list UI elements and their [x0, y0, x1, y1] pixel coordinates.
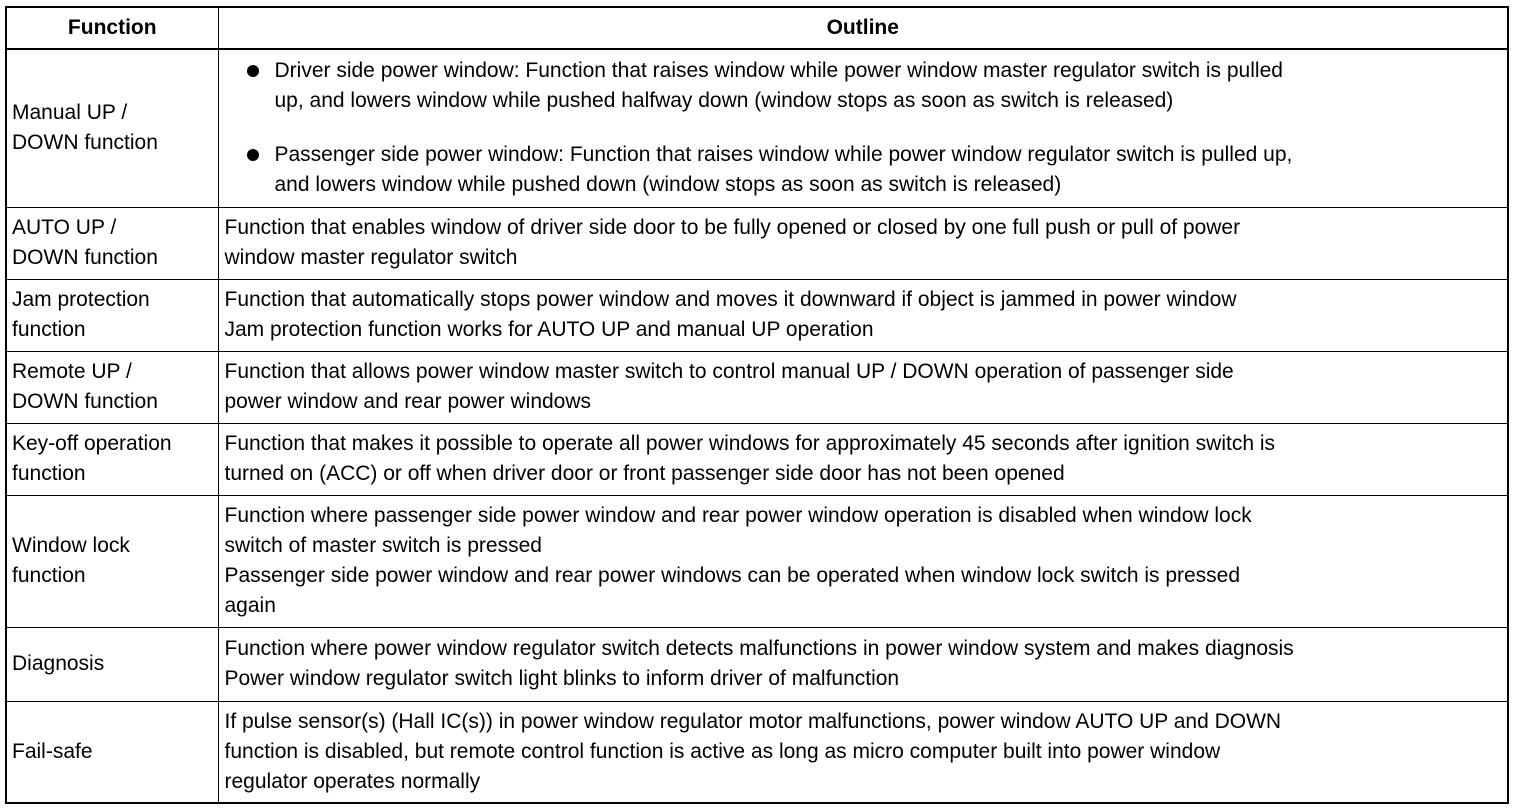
bullet-icon	[247, 149, 259, 161]
outline-line: power window and rear power windows	[224, 390, 592, 413]
outline-cell	[218, 701, 1508, 803]
table-row	[6, 627, 1508, 701]
function-line: function	[12, 318, 86, 341]
outline-line: Function that enables window of driver side door to be fully opened or closed by one full push or pull of power	[224, 216, 1241, 239]
function-cell	[6, 701, 218, 803]
table-row	[6, 495, 1508, 627]
outline-line: Function that allows power window master switch to control manual UP / DOWN operation of passenger side	[224, 360, 1234, 383]
outline-line: turned on (ACC) or off when driver door or front passenger side door has not been opened	[224, 462, 1065, 485]
function-cell	[6, 627, 218, 701]
outline-cell	[218, 423, 1508, 495]
table-row	[6, 351, 1508, 423]
function-line: Jam protection	[12, 288, 150, 311]
table-row	[6, 49, 1508, 207]
outline-line: If pulse sensor(s) (Hall IC(s)) in power window regulator motor malfunctions, power window AUTO UP and DOWN	[224, 709, 1282, 733]
table-row	[6, 279, 1508, 351]
header-function: Function	[6, 7, 218, 49]
table-header-row	[6, 7, 1508, 49]
function-outline-table	[5, 6, 1509, 804]
outline-line: and lowers window while pushed down (window stops as soon as switch is released)	[274, 173, 1062, 197]
outline-line: Function where power window regulator switch detects malfunctions in power window system and makes diagnosis	[224, 637, 1294, 660]
function-line: function	[12, 462, 86, 485]
function-line: DOWN function	[12, 131, 158, 155]
outline-line: function is disabled, but remote control function is active as long as micro computer built into power window	[224, 739, 1221, 763]
outline-line: window master regulator switch	[224, 246, 518, 269]
function-cell	[6, 207, 218, 279]
function-line: DOWN function	[12, 390, 158, 413]
function-line: Key-off operation	[12, 432, 172, 455]
outline-line: Power window regulator switch light blinks to inform driver of malfunction	[224, 667, 900, 690]
function-line: DOWN function	[12, 246, 158, 269]
table-row	[6, 207, 1508, 279]
function-line: AUTO UP /	[12, 216, 117, 239]
function-cell	[6, 423, 218, 495]
outline-cell	[218, 279, 1508, 351]
function-line: Manual UP /	[12, 101, 128, 125]
function-line: Remote UP /	[12, 360, 132, 383]
function-cell	[6, 49, 218, 207]
function-line: Fail-safe	[12, 739, 93, 763]
outline-cell	[218, 627, 1508, 701]
outline-cell	[218, 207, 1508, 279]
bullet-icon	[247, 65, 259, 77]
function-cell	[6, 279, 218, 351]
function-cell	[6, 351, 218, 423]
function-line: function	[12, 564, 86, 587]
outline-line: Jam protection function works for AUTO UP and manual UP operation	[224, 318, 874, 341]
bullet-item	[225, 140, 1504, 200]
outline-line: up, and lowers window while pushed halfway down (window stops as soon as switch is released)	[274, 89, 1174, 113]
outline-line: Function that automatically stops power window and moves it downward if object is jammed in power window	[224, 288, 1237, 311]
bullet-item	[225, 56, 1504, 116]
function-cell	[6, 495, 218, 627]
outline-line: switch of master switch is pressed	[224, 534, 542, 557]
function-line: Diagnosis	[12, 652, 105, 675]
table-row	[6, 701, 1508, 803]
outline-line: Driver side power window: Function that raises window while power window master regulator switch is pulled	[274, 59, 1283, 83]
outline-line: again	[224, 594, 276, 617]
function-line: Window lock	[12, 534, 130, 557]
outline-cell	[218, 351, 1508, 423]
outline-cell	[218, 495, 1508, 627]
table-row	[6, 423, 1508, 495]
outline-cell	[218, 49, 1508, 207]
outline-line: Function where passenger side power window and rear power window operation is disabled when window lock	[224, 504, 1252, 527]
bullet-list	[225, 56, 1504, 200]
outline-line: Passenger side power window: Function that raises window while power window regulator switch is pulled up,	[274, 143, 1293, 167]
outline-line: Function that makes it possible to operate all power windows for approximately 45 seconds after ignition switch is	[224, 432, 1276, 455]
outline-line: regulator operates normally	[224, 769, 481, 793]
outline-line: Passenger side power window and rear power windows can be operated when window lock switch is pressed	[224, 564, 1241, 587]
header-outline: Outline	[218, 7, 1508, 49]
